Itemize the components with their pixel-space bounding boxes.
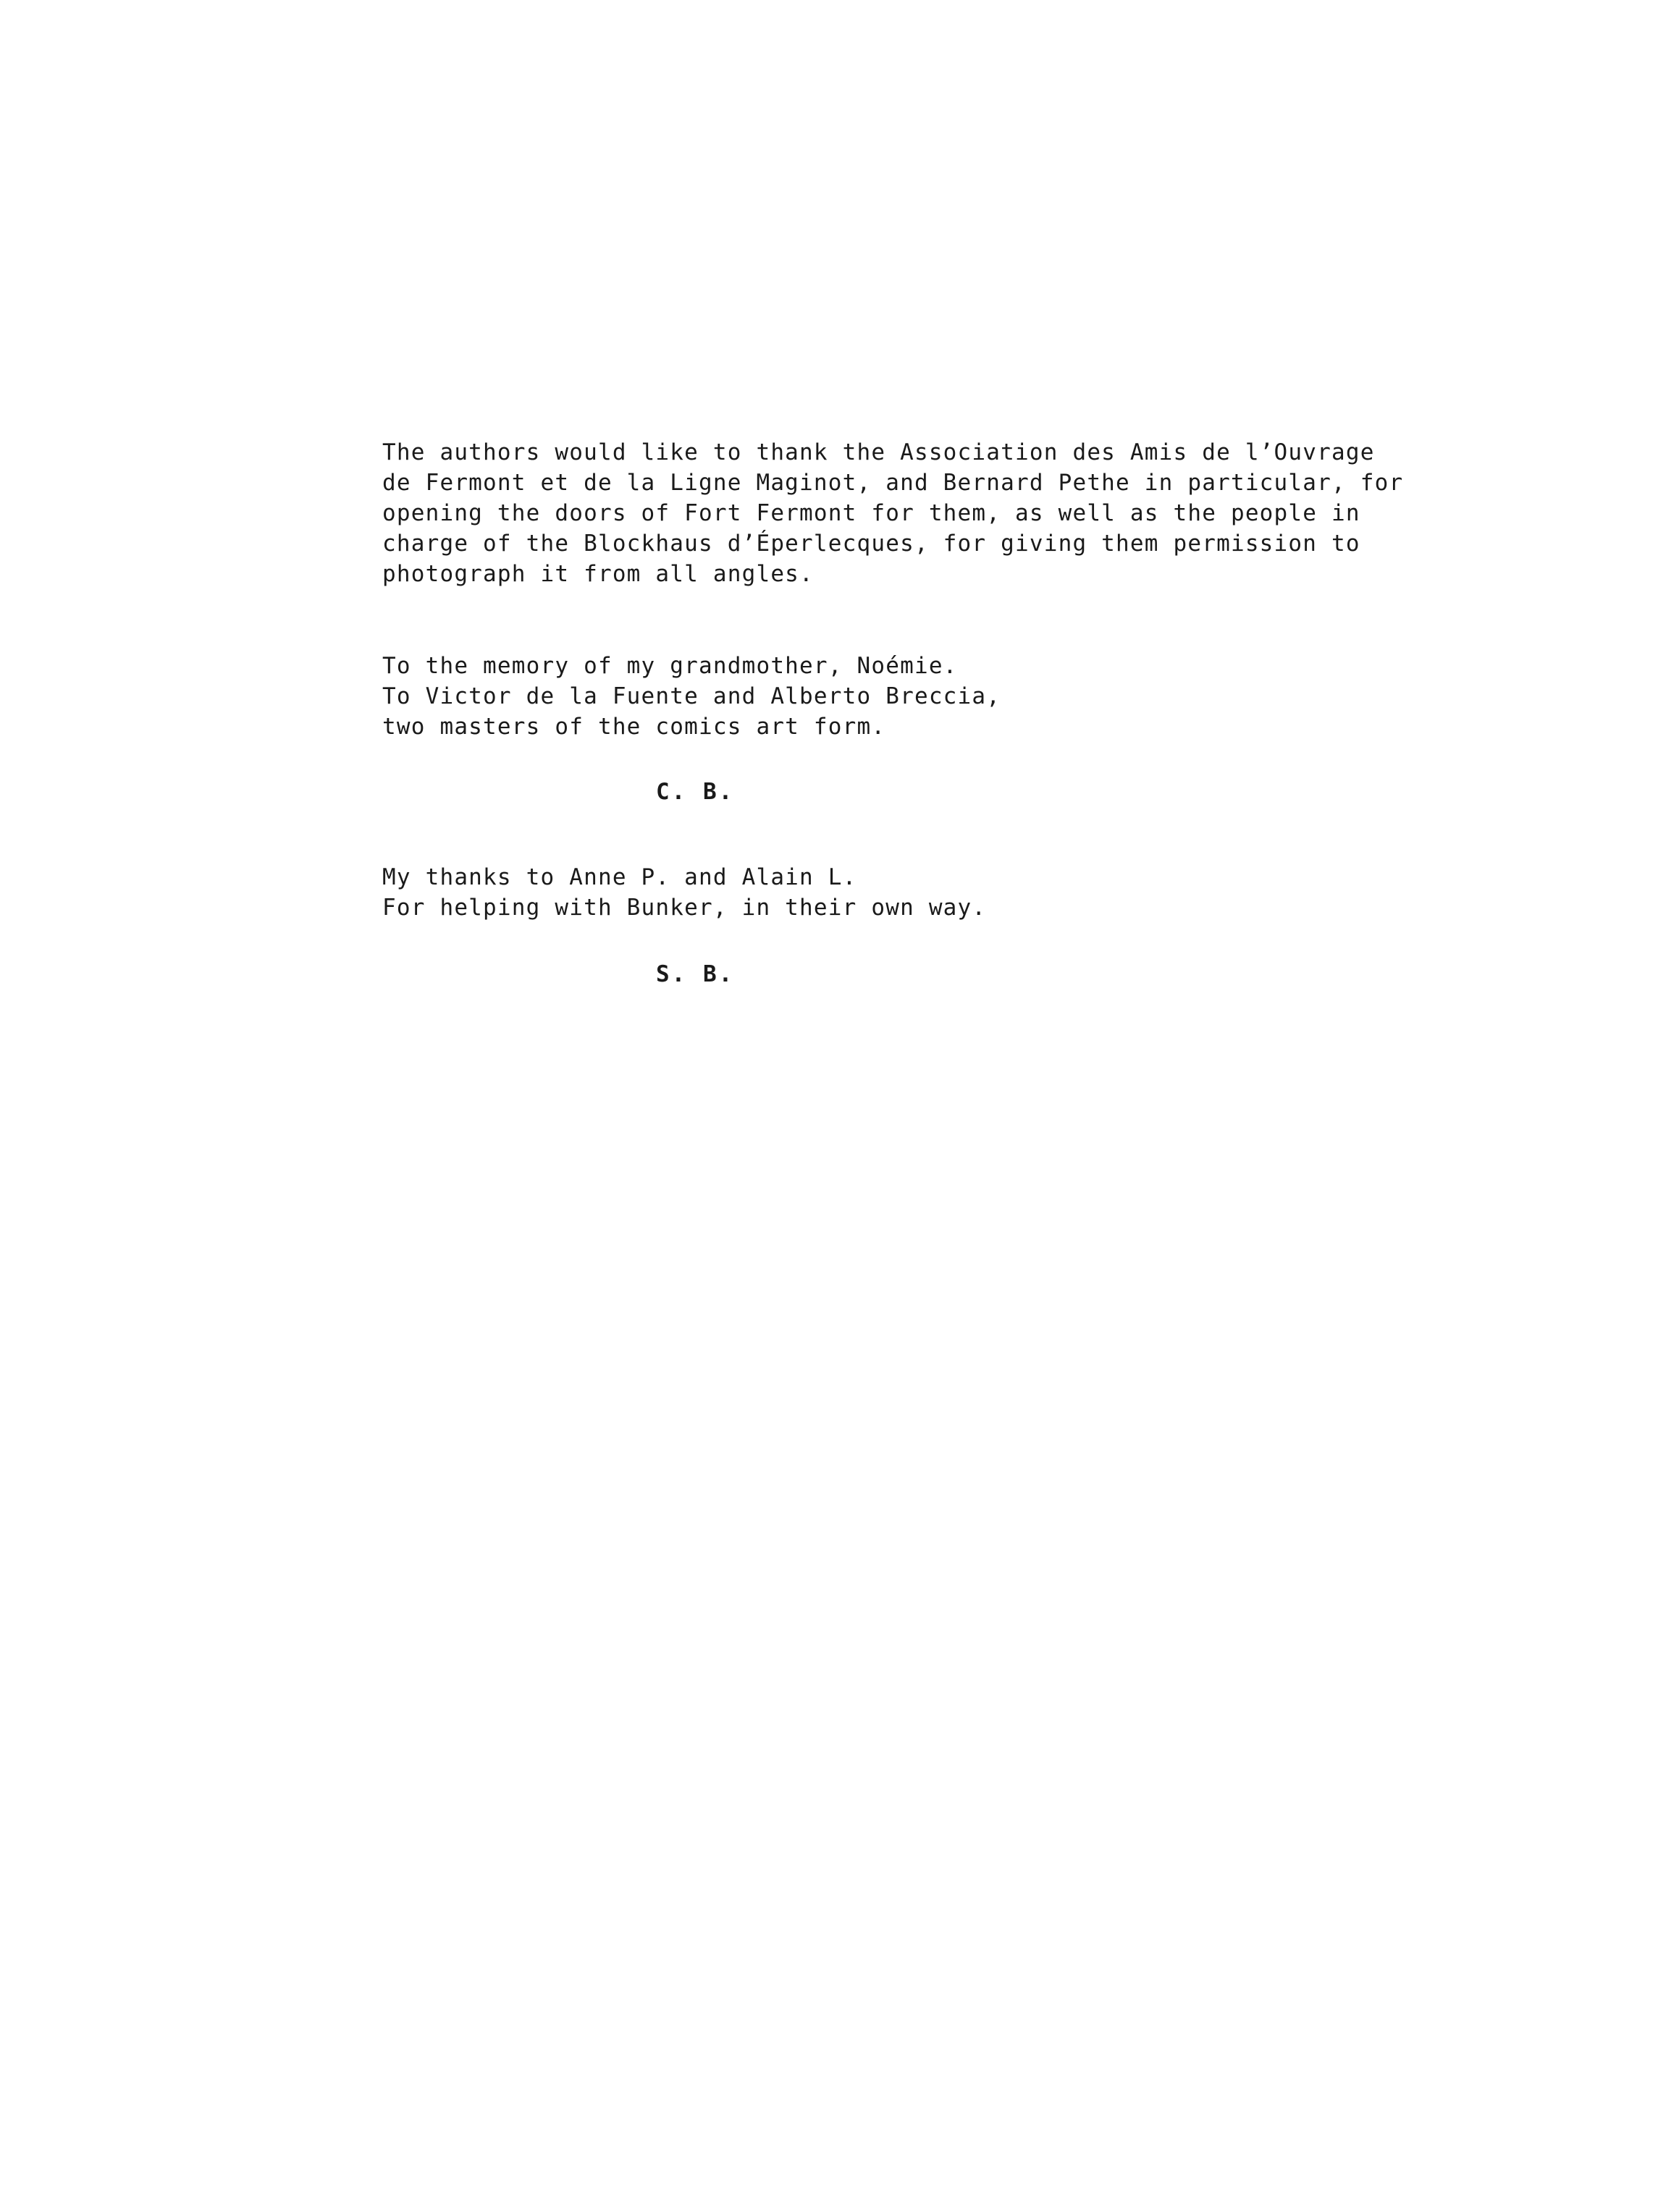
acknowledgment-line: de Fermont et de la Ligne Maginot, and Bernard Pethe in particular, for [382,470,1404,496]
dedication-line: To Victor de la Fuente and Alberto Breccia, [382,683,1001,709]
acknowledgment-paragraph [382,437,1404,589]
acknowledgment-line: The authors would like to thank the Association des Amis de l’Ouvrage [382,439,1375,465]
signature-sb: S. B. [656,961,735,987]
dedication-cb [382,651,1345,742]
dedication-sb [382,862,1345,923]
dedication-line: two masters of the comics art form. [382,714,886,740]
dedication-line: For helping with Bunker, in their own way. [382,895,987,921]
acknowledgment-line: charge of the Blockhaus d’Éperlecques, for giving them permission to [382,531,1360,557]
dedication-line: My thanks to Anne P. and Alain L. [382,864,857,890]
acknowledgment-line: opening the doors of Fort Fermont for them, as well as the people in [382,500,1360,526]
acknowledgment-line: photograph it from all angles. [382,561,814,587]
dedication-line: To the memory of my grandmother, Noémie. [382,653,958,679]
signature-cb: C. B. [656,779,735,805]
